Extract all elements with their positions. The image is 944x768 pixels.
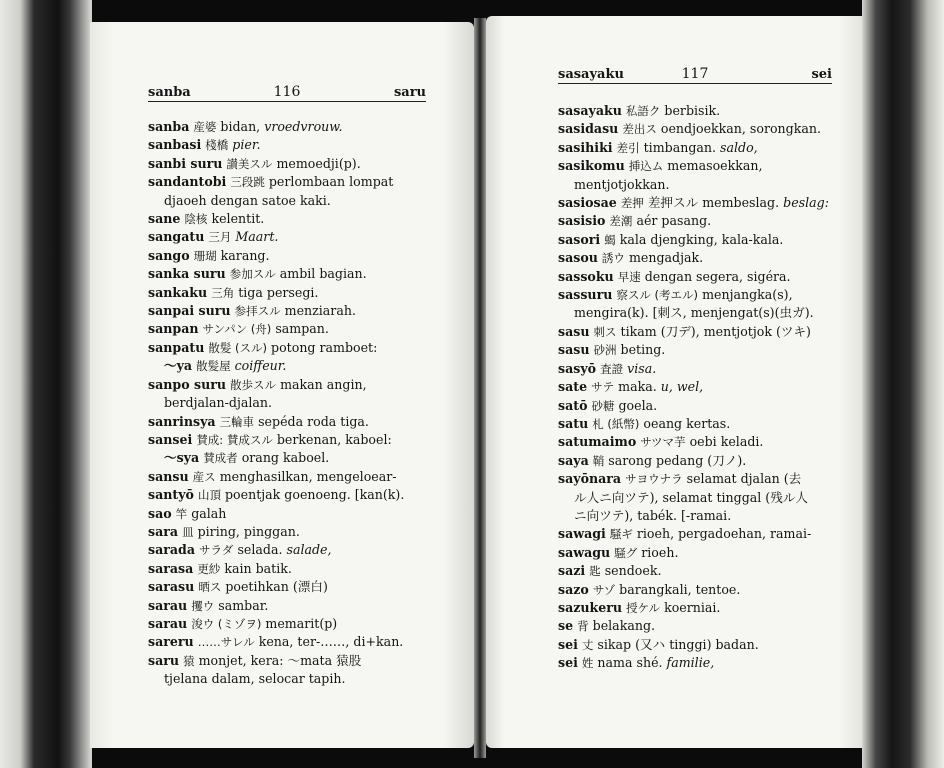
headword: sasyō — [558, 360, 597, 376]
translation: sepéda roda tiga. — [258, 413, 369, 429]
headword: sasisio — [558, 213, 606, 229]
translation: mengadjak. — [628, 250, 704, 266]
dictionary-entry — [558, 525, 848, 543]
dictionary-entry — [558, 249, 848, 267]
headword: sassoku — [558, 268, 614, 284]
dictionary-entry — [558, 581, 848, 599]
japanese-term: 私語ク — [625, 104, 661, 118]
italic-gloss: pier. — [232, 137, 261, 153]
headword: saya — [558, 452, 589, 468]
translation: kain batik. — [224, 560, 292, 576]
headword: sanka suru — [148, 266, 226, 282]
translation: orang kaboel. — [241, 450, 330, 466]
entry-continuation-line — [558, 304, 848, 322]
headword: sazukeru — [558, 599, 623, 615]
translation: rioeh, pergadoehan, ramai- — [636, 526, 812, 542]
translation: kala djengking, kala-kala. — [619, 231, 784, 247]
headword: satō — [558, 397, 588, 413]
japanese-term: 砂糖 — [591, 398, 615, 413]
dictionary-entry — [558, 470, 848, 488]
dictionary-entry — [148, 633, 448, 651]
translation: berkenan, kaboel: — [276, 431, 392, 447]
dictionary-entry — [558, 544, 848, 562]
japanese-term: 竿 — [175, 506, 188, 521]
dictionary-entry — [558, 415, 848, 433]
entry-continuation-line — [148, 670, 448, 688]
headword: sei — [558, 655, 578, 671]
translation: sarong pedang (刀ノ). — [608, 452, 747, 468]
italic-gloss: familie, — [666, 655, 715, 671]
dictionary-entry — [148, 486, 448, 504]
dictionary-entry — [148, 505, 448, 523]
japanese-term: サンパン (舟) — [202, 322, 272, 337]
headword: sawagi — [558, 526, 606, 542]
japanese-term: 猿 — [183, 653, 195, 668]
japanese-term: 鞘 — [592, 453, 605, 468]
dictionary-entry — [148, 560, 448, 578]
japanese-term: 匙 — [589, 564, 601, 579]
dictionary-entry — [558, 231, 848, 249]
dictionary-entry — [148, 413, 448, 431]
translation: oeang kertas. — [643, 415, 731, 431]
translation: memarit(p) — [265, 615, 338, 631]
dictionary-entry — [558, 378, 848, 396]
dictionary-entry — [148, 173, 448, 191]
headword: sasidasu — [558, 121, 619, 137]
japanese-term: 山頂 — [197, 488, 221, 503]
japanese-term: 姓 — [581, 656, 594, 671]
headword: sansu — [148, 468, 189, 484]
headword: sazo — [558, 581, 589, 597]
translation: oebi keladi. — [689, 434, 764, 450]
headword: sarau — [148, 597, 188, 613]
translation: makan angin, — [280, 376, 367, 392]
translation: selada. — [237, 542, 283, 558]
japanese-term: 散髪 (スル) — [208, 340, 268, 355]
translation: bidan, — [220, 119, 261, 134]
headword: ～sya — [164, 450, 200, 466]
japanese-term: 差出ス — [622, 122, 657, 137]
headword: ～ya — [164, 358, 193, 374]
dictionary-entry — [148, 118, 448, 136]
translation: menghasilkan, mengeloear- — [219, 468, 397, 484]
right-page — [486, 16, 862, 748]
dictionary-entry — [558, 433, 848, 451]
headword: sanbi suru — [148, 155, 223, 171]
translation: mengira(k). [刺ス, menjengat(s)(虫ガ). — [574, 305, 814, 321]
headword: sasu — [558, 323, 590, 339]
japanese-term: 差押 — [620, 196, 644, 211]
japanese-term: 挿込ム — [628, 159, 664, 174]
left-page — [90, 22, 474, 748]
headword: sarasu — [148, 579, 195, 595]
dictionary-entry — [148, 155, 448, 173]
translation: karang. — [220, 247, 270, 263]
headword: sarasa — [148, 560, 194, 576]
dictionary-entry — [148, 284, 448, 302]
italic-gloss: coiffeur. — [234, 358, 287, 374]
italic-gloss: visa. — [627, 360, 657, 376]
entry-continuation-line — [148, 357, 448, 375]
book-gutter — [474, 18, 486, 758]
dictionary-entry — [148, 597, 448, 615]
headword: sasiosae — [558, 195, 617, 211]
headword: sei — [558, 636, 578, 652]
translation: belakang. — [592, 618, 656, 634]
headword: sango — [148, 247, 190, 263]
headword: sassuru — [558, 287, 613, 303]
japanese-term: 産婆 — [193, 120, 217, 134]
headword: sarau — [148, 615, 188, 631]
japanese-term: 散髪屋 — [196, 359, 231, 374]
dictionary-entry — [558, 654, 848, 672]
headword: sara — [148, 523, 179, 539]
guide-word-last: saru — [393, 85, 426, 100]
japanese-term: サゾ — [592, 582, 616, 597]
dictionary-entry — [148, 136, 448, 154]
japanese-term: 三段跳 — [230, 175, 265, 190]
page-number: 116 — [273, 84, 301, 100]
guide-word-first: sanba — [148, 85, 191, 100]
dictionary-entry — [148, 376, 448, 394]
translation: tjelana dalam, selocar tapih. — [164, 671, 346, 687]
dictionary-entry — [148, 302, 448, 320]
dictionary-entry — [148, 320, 448, 338]
italic-gloss: vroedvrouw. — [264, 119, 343, 134]
dictionary-entry — [558, 268, 848, 286]
japanese-term: 差潮 — [609, 214, 633, 229]
translation: maka. — [618, 379, 657, 395]
translation: berbisik. — [664, 103, 721, 118]
dictionary-entry — [148, 578, 448, 596]
japanese-term: 珊瑚 — [193, 248, 217, 263]
translation: nama shé. — [597, 655, 663, 671]
translation: djaoeh dengan satoe kaki. — [164, 192, 331, 208]
book-edge-left — [0, 0, 92, 768]
translation: piring, pinggan. — [197, 523, 300, 539]
headword: sasayaku — [558, 103, 622, 118]
headword: sane — [148, 211, 181, 227]
translation: koerniai. — [664, 599, 721, 615]
translation: mentjotjokkan. — [574, 176, 670, 192]
japanese-term: サラダ — [199, 543, 234, 558]
japanese-term: 三角 — [211, 285, 235, 300]
japanese-term: 攫ウ — [191, 598, 215, 613]
headword: sazi — [558, 563, 586, 579]
dictionary-entry — [148, 210, 448, 228]
headword: sasihiki — [558, 139, 613, 155]
dictionary-entry — [558, 194, 848, 212]
japanese-term: 三輪車 — [219, 414, 255, 429]
translation: ニ向ツテ), tabék. [-ramai. — [574, 507, 732, 523]
translation: menziarah. — [284, 303, 356, 319]
japanese-term: 三月 — [208, 230, 232, 245]
translation: potong ramboet: — [271, 339, 378, 355]
dictionary-entry — [148, 247, 448, 265]
japanese-term: ……サレル — [197, 635, 255, 650]
dictionary-entry — [558, 360, 848, 378]
japanese-term: 騒ギ — [609, 527, 633, 542]
italic-gloss: Maart. — [235, 229, 279, 245]
headword: sanrinsya — [148, 413, 216, 429]
italic-gloss: saldo, — [720, 139, 758, 155]
japanese-term: 早速 — [617, 269, 641, 284]
translation: tikam (刀デ), mentjotjok (ツキ) — [620, 323, 811, 339]
translation: timbangan. — [643, 139, 717, 155]
dictionary-entry — [148, 652, 448, 670]
japanese-term: 砂洲 — [593, 343, 617, 358]
japanese-term: 背 — [577, 619, 589, 634]
japanese-term: 皿 — [182, 524, 194, 539]
headword: sate — [558, 379, 588, 395]
italic-gloss: beslag: — [783, 195, 829, 211]
dictionary-entry — [148, 523, 448, 541]
dictionary-entry — [558, 139, 848, 157]
italic-gloss: u, wel, — [660, 379, 704, 395]
dictionary-entry — [558, 341, 848, 359]
dictionary-entry — [148, 615, 448, 633]
dictionary-entry — [558, 397, 848, 415]
translation: sampan. — [275, 321, 329, 337]
japanese-term: 浚ウ (ミゾヲ) — [191, 616, 262, 631]
entry-continuation-line — [558, 507, 848, 525]
headword: saru — [148, 652, 180, 668]
left-entry-list — [148, 118, 448, 689]
translation: perlombaan lompat — [268, 174, 394, 190]
entry-continuation-line — [558, 489, 848, 507]
headword: sasikomu — [558, 158, 625, 174]
japanese-term: サヨウナラ — [625, 472, 683, 487]
translation: galah — [191, 505, 227, 521]
translation: kelentit. — [211, 211, 265, 227]
headword: sareru — [148, 634, 194, 650]
headword: sasu — [558, 342, 590, 358]
translation: ambil bagian. — [279, 266, 367, 282]
japanese-term: 参加スル — [229, 267, 276, 282]
headword: sanpo suru — [148, 376, 227, 392]
translation: goela. — [618, 397, 658, 413]
translation: beting. — [620, 342, 666, 358]
japanese-term: 賛成: 賛成スル — [196, 432, 273, 447]
headword: sawagu — [558, 544, 611, 560]
dictionary-entry — [148, 265, 448, 283]
translation: monjet, kera: ～mata 猿股 — [198, 652, 362, 668]
left-page-header — [148, 82, 426, 102]
japanese-term: 騒グ — [614, 545, 638, 560]
translation: memasoekkan, — [667, 158, 763, 174]
entry-continuation-line — [558, 176, 848, 194]
dictionary-entry — [148, 541, 448, 559]
translation: kena, ter-……, di+kan. — [258, 634, 404, 650]
italic-gloss: salade, — [286, 542, 332, 558]
headword: sasou — [558, 250, 598, 266]
dictionary-entry — [558, 636, 848, 654]
translation: memoedji(p). — [276, 155, 361, 171]
right-entry-list — [558, 102, 848, 673]
translation: poentjak goenoeng. [kan(k). — [224, 487, 405, 503]
japanese-term: 参拝スル — [234, 304, 281, 319]
dictionary-entry — [148, 339, 448, 357]
headword: sankaku — [148, 284, 208, 300]
headword: se — [558, 618, 574, 634]
translation: sikap (又ハ tinggi) badan. — [597, 636, 759, 652]
right-page-header — [558, 64, 832, 84]
headword: sandantobi — [148, 174, 227, 190]
guide-word-last: sei — [811, 67, 832, 82]
headword: sanbasi — [148, 137, 202, 153]
translation: aér pasang. — [636, 213, 712, 229]
translation: sendoek. — [604, 563, 662, 579]
dictionary-entry — [148, 431, 448, 449]
japanese-term: 丈 — [581, 637, 594, 652]
headword: santyō — [148, 487, 194, 503]
japanese-term: 蝎 — [604, 232, 616, 247]
japanese-term: 産ス — [192, 469, 216, 484]
translation: rioeh. — [641, 544, 679, 560]
dictionary-entry — [148, 468, 448, 486]
japanese-term: 晒ス — [198, 580, 222, 595]
japanese-term: 讃美スル — [226, 156, 273, 171]
translation: oendjoekkan, sorongkan. — [660, 121, 821, 137]
translation: selamat djalan (去 — [686, 471, 802, 487]
translation: 差押スル membeslag. — [647, 195, 780, 211]
headword: sanpatu — [148, 339, 205, 355]
translation: tiga persegi. — [238, 284, 319, 300]
japanese-term: 札 (紙幣) — [592, 416, 640, 431]
japanese-term: 査證 — [600, 361, 624, 376]
japanese-term: 賛成者 — [203, 451, 238, 466]
japanese-term: 誘ウ — [601, 251, 625, 266]
translation: barangkali, tentoe. — [619, 581, 741, 597]
dictionary-entry — [558, 599, 848, 617]
translation: dengan segera, sigéra. — [644, 268, 791, 284]
header-rule — [148, 101, 426, 102]
japanese-term: 授ケル — [626, 600, 661, 615]
dictionary-entry — [558, 120, 848, 138]
entry-continuation-line — [148, 449, 448, 467]
japanese-term: 刺ス — [593, 324, 617, 339]
translation: berdjalan-djalan. — [164, 395, 273, 411]
dictionary-entry — [558, 617, 848, 635]
dictionary-entry — [148, 228, 448, 246]
dictionary-entry — [558, 323, 848, 341]
headword: sarada — [148, 542, 196, 558]
guide-word-first: sasayaku — [558, 67, 624, 82]
headword: sasori — [558, 231, 601, 247]
headword: satu — [558, 415, 589, 431]
japanese-term: 察スル (考エル) — [616, 288, 699, 303]
headword: sanba — [148, 119, 190, 134]
headword: satumaimo — [558, 434, 637, 450]
header-rule — [558, 83, 832, 84]
dictionary-entry — [558, 102, 848, 120]
dictionary-entry — [558, 286, 848, 304]
japanese-term: 差引 — [616, 140, 640, 155]
book-edge-right — [862, 0, 944, 768]
japanese-term: サツマ芋 — [640, 435, 686, 450]
translation: menjangka(s), — [702, 287, 793, 303]
translation: ル人ニ向ツテ), selamat tinggal (残ル人 — [574, 489, 809, 505]
headword: sayōnara — [558, 471, 622, 487]
page-number: 117 — [681, 66, 709, 82]
entry-continuation-line — [148, 192, 448, 210]
dictionary-entry — [558, 212, 848, 230]
headword: sao — [148, 505, 172, 521]
japanese-term: 棧橋 — [205, 138, 229, 153]
japanese-term: 陰核 — [184, 212, 208, 227]
headword: sanpai suru — [148, 303, 231, 319]
translation: sambar. — [218, 597, 269, 613]
dictionary-entry — [558, 562, 848, 580]
japanese-term: 散歩スル — [230, 377, 277, 392]
japanese-term: 更紗 — [197, 561, 221, 576]
entry-continuation-line — [148, 394, 448, 412]
dictionary-entry — [558, 157, 848, 175]
dictionary-entry — [558, 452, 848, 470]
headword: sanpan — [148, 321, 199, 337]
japanese-term: サテ — [591, 380, 615, 395]
headword: sangatu — [148, 229, 205, 245]
translation: poetihkan (漂白) — [225, 579, 328, 595]
headword: sansei — [148, 431, 193, 447]
